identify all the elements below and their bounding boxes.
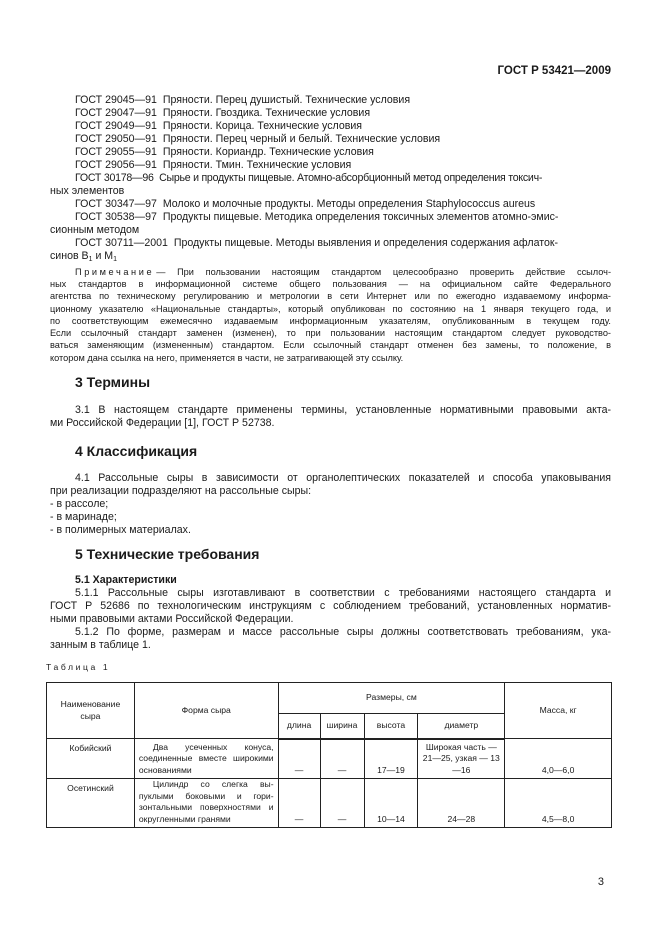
reference-continuation: ных элементов <box>50 185 125 197</box>
ref-title: Продукты пищевые. Методы выявления и определения содержания афлаток- <box>173 237 559 249</box>
reference-continuation: сионным методом <box>50 224 140 236</box>
paragraph-line: ми Российской Федерации [1], ГОСТ Р 52738. <box>50 417 275 429</box>
cell-diameter: Широкая часть — 21—25, узкая — 13—16 <box>418 739 505 779</box>
header-name: Наименование сыра <box>47 683 135 739</box>
ref-title: Сырье и продукты пищевые. Атомно-абсорбционный метод определения токсич- <box>159 172 543 184</box>
note-line: ных стандартов в информационной системе общего пользования — на официальном сайте Федерального <box>50 279 611 289</box>
ref-code: ГОСТ 29049—91 <box>75 120 157 132</box>
paragraph-line: 4.1 Рассольные сыры в зависимости от органолептических показателей и способа упаковывания <box>75 472 611 484</box>
note-line <box>75 266 611 278</box>
ref-code: ГОСТ 30538—97 <box>75 211 157 223</box>
note-line: агентства по техническому регулированию и метрологии в сети Интернет или по ежегодно издаваемому информа- <box>50 291 611 301</box>
document-id: ГОСТ Р 53421—2009 <box>497 65 611 77</box>
ref-code: ГОСТ 29055—91 <box>75 146 157 158</box>
cell-height: 17—19 <box>364 739 418 779</box>
note-line: ваться заменяющим (измененным) стандартом. Если ссылочный стандарт отменен без замены, то положение, в <box>50 340 611 350</box>
paragraph-line: 3.1 В настоящем стандарте применены термины, установленные нормативными правовыми акта- <box>75 404 611 416</box>
reference-item <box>75 146 374 159</box>
header-height: высота <box>364 714 418 739</box>
header-diameter: диаметр <box>418 714 505 739</box>
cell-height: 10—14 <box>364 779 418 828</box>
note-line: ционному указателю «Национальные стандарты», который опубликован по состоянию на 1 января текущего года, и <box>50 304 611 314</box>
reference-item <box>75 172 542 185</box>
cell-name: Кобийский <box>47 739 135 779</box>
cell-mass: 4,5—8,0 <box>505 779 612 828</box>
header-sizes: Размеры, см <box>278 683 505 714</box>
paragraph-line: 5.1.1 Рассольные сыры изготавливают в соответствии с требованиями настоящего стандарта и <box>75 587 611 599</box>
subscript: 1 <box>88 256 93 263</box>
table-row <box>47 739 612 779</box>
reference-item <box>75 237 558 250</box>
ref-title: Пряности. Корица. Технические условия <box>162 120 363 132</box>
list-item: - в маринаде; <box>50 511 117 523</box>
cell-length: — <box>278 739 320 779</box>
ref-title: Пряности. Перец черный и белый. Технические условия <box>162 133 441 145</box>
note-text: — При пользовании настоящим стандартом целесообразно проверить действие ссылоч- <box>156 267 611 277</box>
ref-title: Пряности. Перец душистый. Технические условия <box>162 94 411 106</box>
ref-code: ГОСТ 29056—91 <box>75 159 157 171</box>
reference-item <box>75 94 410 107</box>
cheese-table <box>46 682 612 828</box>
reference-item <box>75 211 558 224</box>
section-heading: 5 Технические требования <box>75 546 260 562</box>
reference-item <box>75 107 370 120</box>
header-width: ширина <box>320 714 364 739</box>
cell-diameter: 24—28 <box>418 779 505 828</box>
reference-item <box>75 159 351 172</box>
paragraph-line: занным в таблице 1. <box>50 639 151 651</box>
section-heading: 3 Термины <box>75 374 151 390</box>
paragraph-line: 5.1.2 По форме, размерам и массе рассольные сыры должны соответствовать требованиям, ука- <box>75 626 611 638</box>
cell-width: — <box>320 779 364 828</box>
paragraph-line: при реализации подразделяют на рассольные сыры: <box>50 485 312 497</box>
text: синов B <box>50 250 89 262</box>
ref-title: Продукты пищевые. Методика определения токсичных элементов атомно-эмис- <box>162 211 559 223</box>
note-line: по соответствующим ежемесячно издаваемым информационным указателям, опубликованным в текущем году. <box>50 316 611 326</box>
ref-code: ГОСТ 29045—91 <box>75 94 157 106</box>
ref-code: ГОСТ 30347—97 <box>75 198 157 210</box>
ref-code: ГОСТ 29047—91 <box>75 107 157 119</box>
cell-width: — <box>320 739 364 779</box>
cell-form: Цилиндр со слегка выпуклыми боковыми и горизонтальными поверхностями и округленными гранями <box>134 779 278 828</box>
table-row <box>47 779 612 828</box>
reference-item <box>75 133 440 146</box>
text: и M <box>92 250 114 262</box>
ref-code: ГОСТ 30711—2001 <box>75 237 168 249</box>
cell-mass: 4,0—6,0 <box>505 739 612 779</box>
header-form: Форма сыра <box>134 683 278 739</box>
ref-code: ГОСТ 30178—96 <box>75 172 154 184</box>
header-mass: Масса, кг <box>505 683 612 739</box>
cell-name: Осетинский <box>47 779 135 828</box>
paragraph-line: ГОСТ Р 52686 по технологическим инструкциям с соблюдением требований, установленных норматив- <box>50 600 611 612</box>
paragraph-line: ными правовыми актами Российской Федерации. <box>50 613 294 625</box>
note-line: котором дана ссылка на него, применяется в части, не затрагивающей эту ссылку. <box>50 353 404 363</box>
note-line: Если ссылочный стандарт заменен (изменен), то при пользовании настоящим стандартом следует руководство- <box>50 328 611 338</box>
cell-length: — <box>278 779 320 828</box>
list-item: - в полимерных материалах. <box>50 524 191 536</box>
ref-title: Молоко и молочные продукты. Методы определения Staphylococcus aureus <box>162 198 536 210</box>
subscript: 1 <box>113 256 118 263</box>
reference-item <box>75 120 362 133</box>
list-item: - в рассоле; <box>50 498 109 510</box>
page-number: 3 <box>597 876 604 888</box>
reference-continuation <box>50 250 117 266</box>
table-caption: Таблица 1 <box>46 662 111 672</box>
ref-title: Пряности. Тмин. Технические условия <box>162 159 352 171</box>
section-heading: 4 Классификация <box>75 443 198 459</box>
subsection-heading: 5.1 Характеристики <box>75 574 177 586</box>
cell-form: Два усеченных конуса, соединенные вместе широкими основаниями <box>134 739 278 779</box>
note-label: Примечание <box>75 267 155 277</box>
header-length: длина <box>278 714 320 739</box>
table-header-row <box>47 683 612 714</box>
ref-title: Пряности. Кориандр. Технические условия <box>162 146 374 158</box>
ref-title: Пряности. Гвоздика. Технические условия <box>162 107 371 119</box>
reference-item <box>75 198 535 211</box>
ref-code: ГОСТ 29050—91 <box>75 133 157 145</box>
